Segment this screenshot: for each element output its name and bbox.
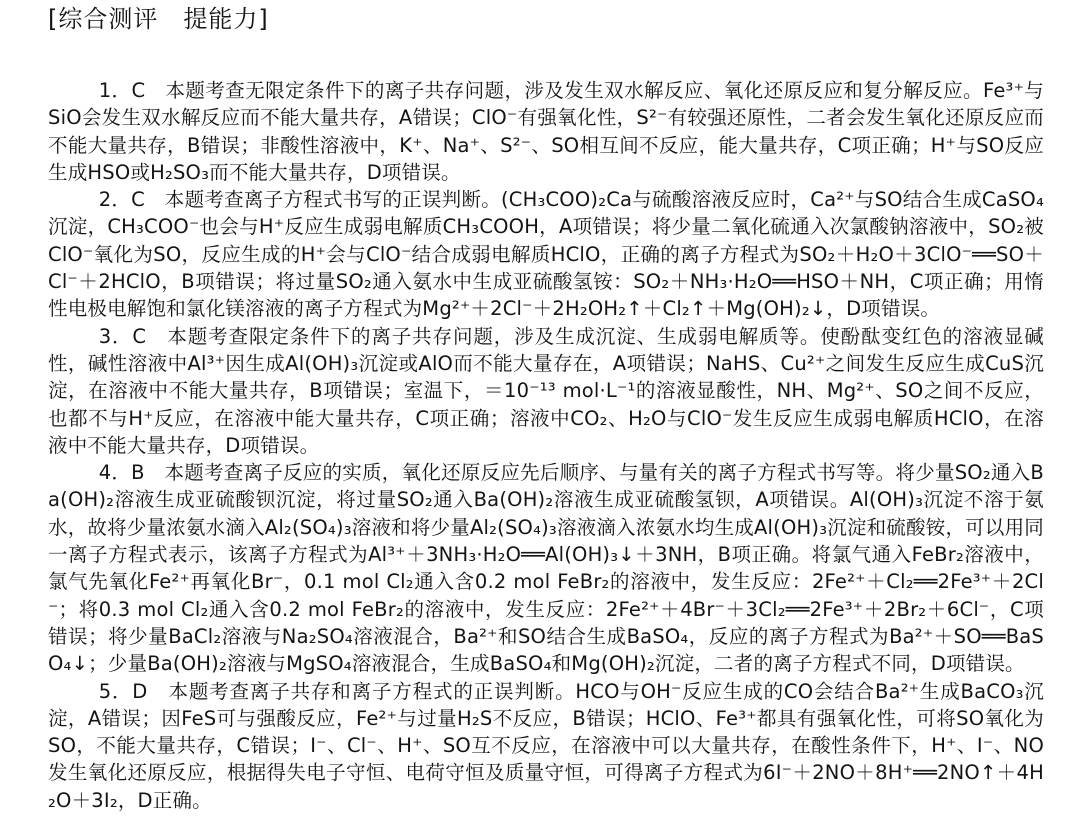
answer-5: 5．D 本题考查离子共存和离子方程式的正误判断。HCO与OH⁻反应生成的CO会结合Ba²⁺生成BaCO₃沉淀，A错误；因FeS可与强酸反应，Fe²⁺与过量H₂S不反应，B错误；HClO、Fe³⁺都具有强氧化性，可将SO氧化为SO，不能大量共存，C错误；I⁻、Cl⁻、H⁺、SO互不反应，在溶液中可以大量共存，在酸性条件下，H⁺、I⁻、NO发生氧化还原反应，根据得失电子守恒、电荷守恒及质量守恒，可得离子方程式为6I⁻＋2NO＋8H⁺══2NO↑＋4H₂O＋3I₂，D正确。: [48, 679, 1044, 812]
answer-3: 3．C 本题考查限定条件下的离子共存问题，涉及生成沉淀、生成弱电解质等。使酚酞变红色的溶液显碱性，碱性溶液中Al³⁺因生成Al(OH)₃沉淀或AlO而不能大量存在，A项错误；NaHS、Cu²⁺之间发生反应生成CuS沉淀，在溶液中不能大量共存，B项错误；室温下，＝10⁻¹³ mol·L⁻¹的溶液显酸性，NH、Mg²⁺、SO之间不反应，也都不与H⁺反应，在溶液中能大量共存，C项正确；溶液中CO₂、H₂O与ClO⁻发生反应生成弱电解质HClO，在溶液中不能大量共存，D项错误。: [48, 324, 1044, 457]
answer-4: 4．B 本题考查离子反应的实质，氧化还原反应先后顺序、与量有关的离子方程式书写等。将少量SO₂通入Ba(OH)₂溶液生成亚硫酸钡沉淀，将过量SO₂通入Ba(OH)₂溶液生成亚硫酸氢钡，A项错误。Al(OH)₃沉淀不溶于氨水，故将少量浓氨水滴入Al₂(SO₄)₃溶液和将少量Al₂(SO₄)₃溶液滴入浓氨水均生成Al(OH)₃沉淀和硫酸铵，可以用同一离子方程式表示，该离子方程式为Al³⁺＋3NH₃·H₂O══Al(OH)₃↓＋3NH，B项正确。将氯气通入FeBr₂溶液中，氯气先氧化Fe²⁺再氧化Br⁻，0.1 mol Cl₂通入含0.2 mol FeBr₂的溶液中，发生反应：2Fe²⁺＋Cl₂══2Fe³⁺＋2Cl⁻；将0.3 mol Cl₂通入含0.2 mol FeBr₂的溶液中，发生反应：2Fe²⁺＋4Br⁻＋3Cl₂══2Fe³⁺＋2Br₂＋6Cl⁻，C项错误；将少量BaCl₂溶液与Na₂SO₄溶液混合，Ba²⁺和SO结合生成BaSO₄，反应的离子方程式为Ba²⁺＋SO══BaSO₄↓；少量Ba(OH)₂溶液与MgSO₄溶液混合，生成BaSO₄和Mg(OH)₂沉淀，二者的离子方程式不同，D项错误。: [48, 461, 1044, 676]
answer-body: [48, 77, 1044, 814]
section-heading: [综合测评 提能力]: [48, 5, 269, 33]
answer-2: 2．C 本题考查离子方程式书写的正误判断。(CH₃COO)₂Ca与硫酸溶液反应时，Ca²⁺与SO结合生成CaSO₄沉淀，CH₃COO⁻也会与H⁺反应生成弱电解质CH₃COOH，A项错误；将少量二氧化硫通入次氯酸钠溶液中，SO₂被ClO⁻氧化为SO，反应生成的H⁺会与ClO⁻结合成弱电解质HClO，正确的离子方程式为SO₂＋H₂O＋3ClO⁻══SO＋Cl⁻＋2HClO，B项错误；将过量SO₂通入氨水中生成亚硫酸氢铵：SO₂＋NH₃·H₂O══HSO＋NH，C项正确；用惰性电极电解饱和氯化镁溶液的离子方程式为Mg²⁺＋2Cl⁻＋2H₂OH₂↑＋Cl₂↑＋Mg(OH)₂↓，D项错误。: [48, 188, 1044, 321]
answer-1: 1．C 本题考查无限定条件下的离子共存问题，涉及发生双水解反应、氧化还原反应和复分解反应。Fe³⁺与SiO会发生双水解反应而不能大量共存，A错误；ClO⁻有强氧化性，S²⁻有较强还原性，二者会发生氧化还原反应而不能大量共存，B错误；非酸性溶液中，K⁺、Na⁺、S²⁻、SO相互间不反应，能大量共存，C项正确；H⁺与SO反应生成HSO或H₂SO₃而不能大量共存，D项错误。: [48, 79, 1044, 184]
